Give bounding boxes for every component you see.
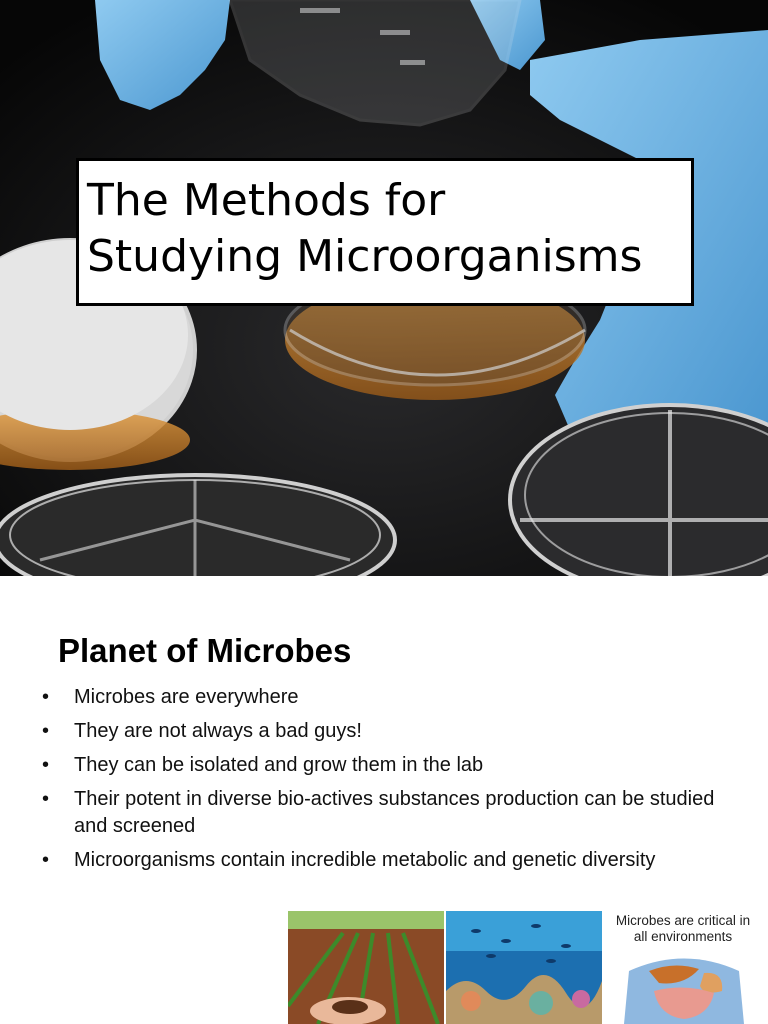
bullet-marker: • (42, 849, 50, 871)
bullet-marker: • (42, 754, 50, 776)
bullet-text: Their potent in diverse bio-actives substances production can be studied and screened (74, 788, 715, 837)
title-line-1: The Methods for (87, 175, 446, 226)
content-slide (0, 576, 768, 1024)
bullet-marker: • (42, 720, 50, 742)
image-caption: Microbes are critical in all environments (615, 913, 751, 944)
slide-title: Planet of Microbes (58, 632, 352, 669)
title-line-2: Studying Microorganisms (87, 231, 643, 282)
bullet-item (42, 752, 742, 779)
bullet-text: They can be isolated and grow them in the lab (74, 754, 484, 776)
bullet-text: They are not always a bad guys! (74, 720, 362, 742)
title-box (76, 158, 694, 306)
bullet-list (42, 684, 742, 881)
bullet-marker: • (42, 686, 50, 708)
bullet-marker: • (42, 788, 50, 810)
farm-field-image (288, 911, 444, 1024)
bullet-item (42, 684, 742, 711)
bullet-text: Microbes are everywhere (74, 686, 299, 708)
human-body-image (604, 911, 768, 1024)
coral-reef-image (446, 911, 602, 1024)
bullet-item (42, 718, 742, 745)
bullet-text: Microorganisms contain incredible metabolic and genetic diversity (74, 849, 656, 871)
image-strip (288, 911, 768, 1024)
bullet-item (42, 847, 742, 874)
bullet-item (42, 786, 742, 840)
